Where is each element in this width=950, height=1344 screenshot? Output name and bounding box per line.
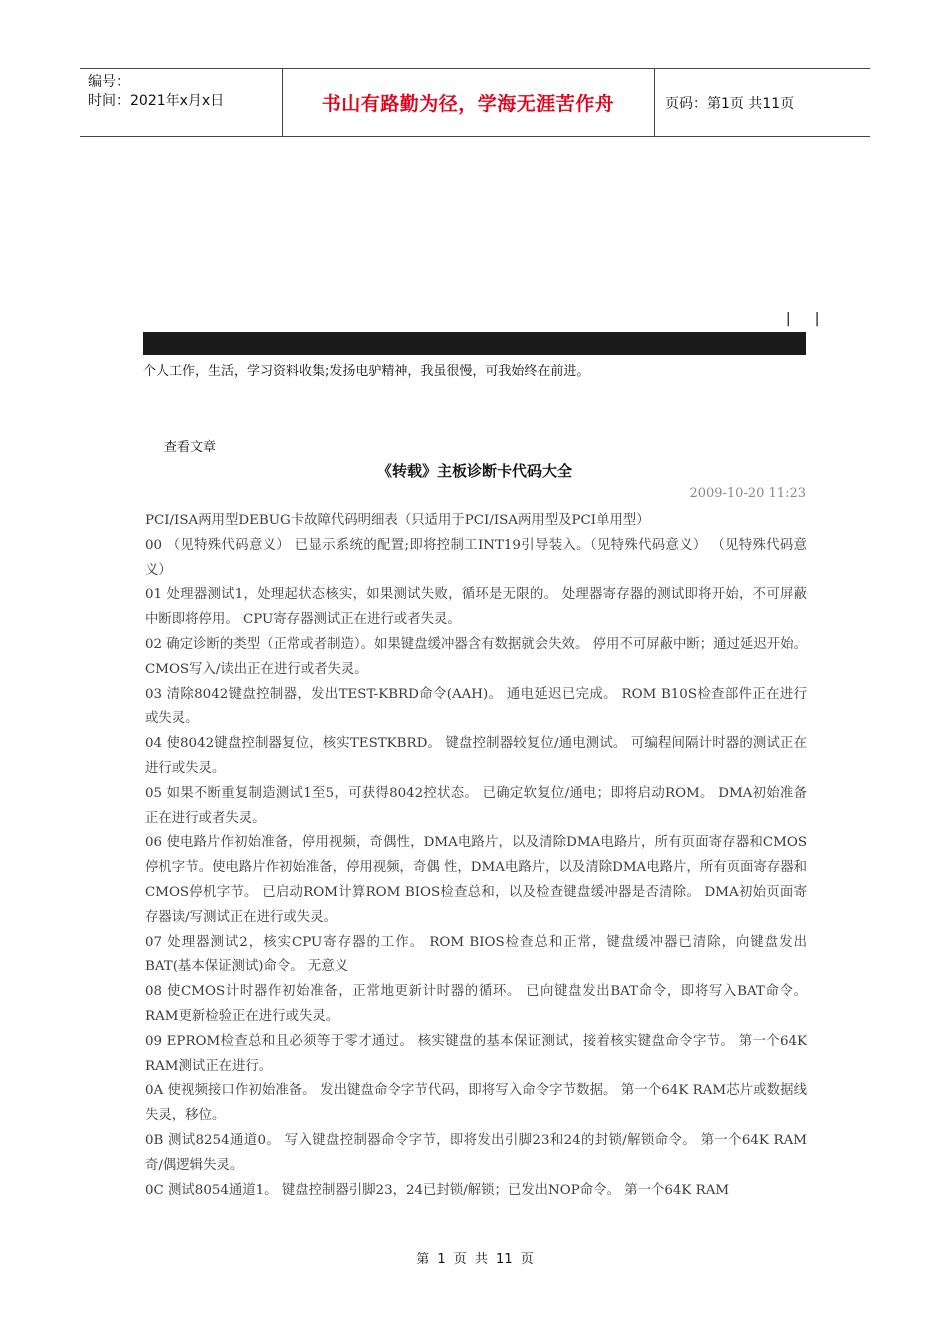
number-label: 编号：: [88, 74, 130, 90]
article-paragraph: 02 确定诊断的类型（正常或者制造）。如果键盘缓冲器含有数据就会失效。 停用不可屏蔽中断；通过延迟开始。 CMOS写入/读出正在进行或者失灵。: [145, 636, 807, 677]
header-motto: 书山有路勤为径，学海无涯苦作舟: [321, 93, 615, 115]
banner-pipes: | |: [784, 311, 828, 327]
time-label: 时间：2021年x月x日: [88, 93, 225, 109]
article-paragraph: 05 如果不断重复制造测试1至5，可获得8042控状态。 已确定软复位/通电；即将启动ROM。 DMA初始准备正在进行或者失灵。: [145, 785, 807, 826]
article-body: [145, 509, 807, 1203]
article-title: 《转载》主板诊断卡代码大全: [376, 462, 572, 480]
page-footer: 第 1 页 共 11 页: [416, 1252, 534, 1267]
article-paragraph: 0C 测试8054通道1。 键盘控制器引脚23，24已封锁/解锁；已发出NOP命令。 第一个64K RAM: [145, 1182, 730, 1198]
article-paragraph: 09 EPROM检查总和且必须等于零才通过。 核实键盘的基本保证测试，接着核实键盘命令字节。 第一个64K RAM测试正在进行。: [145, 1033, 807, 1074]
article-paragraph: 07 处理器测试2，核实CPU寄存器的工作。 ROM BIOS检查总和正常，键盘缓冲器已清除，向键盘发出BAT(基本保证测试)命令。 无意义: [145, 934, 807, 975]
black-banner: [143, 332, 806, 355]
article-date: 2009-10-20 11:23: [689, 486, 806, 501]
header-divider: [654, 69, 655, 136]
banner-tagline: 个人工作，生活，学习资料收集;发扬电驴精神，我虽很慢，可我始终在前进。: [143, 364, 590, 379]
view-article-link[interactable]: 查看文章: [164, 440, 217, 455]
article-paragraph: 03 清除8042键盘控制器，发出TEST-KBRD命令(AAH)。 通电延迟已完成。 ROM B10S检查部件正在进行或失灵。: [145, 686, 807, 727]
header-page-info: 页码：第1页 共11页: [665, 96, 795, 112]
article-paragraph: 00 （见特殊代码意义） 已显示系统的配置;即将控制工INT19引导装入。（见特殊代码意义） （见特殊代码意义）: [145, 537, 807, 578]
article-paragraph: PCI/ISA两用型DEBUG卡故障代码明细表（只适用于PCI/ISA两用型及PCI单用型）: [145, 513, 650, 528]
article-paragraph: 0B 测试8254通道0。 写入键盘控制器命令字节，即将发出引脚23和24的封锁/解锁命令。 第一个64K RAM奇/偶逻辑失灵。: [145, 1132, 807, 1173]
article-paragraph: 04 使8042键盘控制器复位，核实TESTKBRD。 键盘控制器较复位/通电测试。 可编程间隔计时器的测试正在进行或失灵。: [145, 736, 807, 776]
article-paragraph: 01 处理器测试1，处理起状态核实，如果测试失败，循环是无限的。 处理器寄存器的测试即将开始，不可屏蔽中断即将停用。 CPU寄存器测试正在进行或者失灵。: [145, 587, 807, 628]
article-paragraph: 0A 使视频接口作初始准备。 发出键盘命令字节代码，即将写入命令字节数据。 第一个64K RAM芯片或数据线失灵，移位。: [145, 1083, 807, 1124]
article-paragraph: 06 使电路片作初始准备，停用视频，奇偶性，DMA电路片，以及清除DMA电路片，所有页面寄存器和CMOS停机字节。使电路片作初始准备，停用视频，奇偶 性，DMA电路片，以及清除DMA电路片，所有页面寄存器和CMOS停机字节。 已启动ROM计算ROM BIOS检查总和，以及检查键盘缓冲器是否清除。 DMA初始页面寄存器读/写测试正在进行或失灵。: [145, 835, 807, 925]
document-header: [80, 68, 870, 137]
article-paragraph: 08 使CMOS计时器作初始准备，正常地更新计时器的循环。 已向键盘发出BAT命令，即将写入BAT命令。 RAM更新检验正在进行或失灵。: [145, 984, 807, 1024]
header-meta: [88, 73, 278, 111]
